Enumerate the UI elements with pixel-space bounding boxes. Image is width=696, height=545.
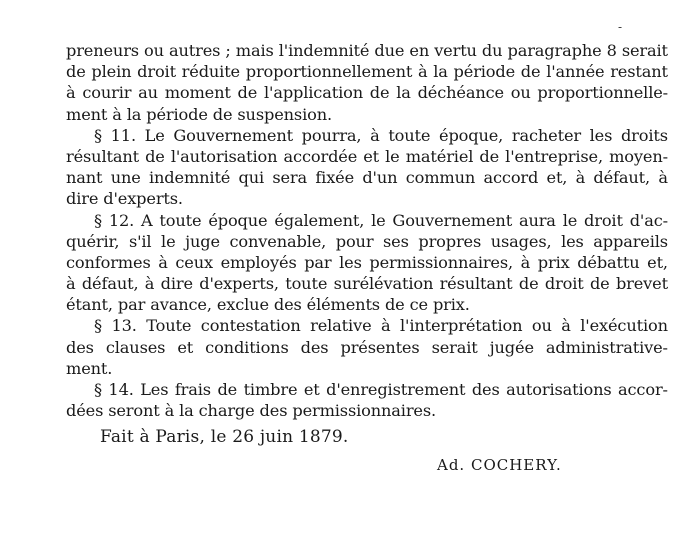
word: toute: [159, 210, 202, 230]
word: relative: [310, 316, 372, 336]
word: commun: [405, 168, 476, 188]
word: les: [339, 252, 362, 272]
word: le: [371, 210, 386, 230]
text-line: ment.: [66, 358, 113, 378]
word: proportionnelle-: [537, 83, 668, 103]
word: courir: [82, 83, 132, 103]
word: dire: [160, 274, 193, 294]
paragraph-section-13: [66, 315, 668, 379]
word: conformes: [66, 252, 151, 272]
word: l'autorisation: [170, 146, 278, 166]
text-line: [66, 61, 668, 82]
word: 13.: [111, 316, 137, 336]
word: autres: [169, 41, 221, 60]
word: l'entreprise,: [505, 146, 603, 166]
word: l'interprétation: [400, 316, 523, 336]
word: clauses: [105, 337, 166, 357]
word: employés: [220, 252, 297, 272]
word: période: [453, 62, 516, 82]
word: à: [66, 83, 76, 103]
text-line: [66, 146, 668, 167]
word: s'il: [128, 231, 152, 251]
word: droit: [544, 274, 584, 294]
word: moyen-: [609, 146, 668, 166]
word: l'année: [546, 62, 605, 82]
word: d'un: [362, 168, 398, 188]
word: frais: [174, 380, 211, 399]
word: à: [561, 316, 571, 336]
word: par: [304, 252, 332, 272]
word: droit: [584, 210, 623, 230]
word: 11.: [110, 125, 136, 145]
word: mais: [235, 41, 274, 60]
word: racheter: [511, 125, 581, 145]
word: des: [471, 380, 500, 399]
word: et: [363, 146, 380, 166]
word: réduite: [181, 62, 240, 82]
word: Gouvernement: [173, 125, 293, 145]
text-line: [66, 252, 668, 273]
word: indemnité: [149, 168, 231, 188]
signature: Ad. COCHERY.: [437, 456, 562, 474]
word: vertu: [434, 41, 477, 60]
word: à: [418, 62, 428, 82]
word: serait: [431, 337, 478, 357]
word: défaut,: [593, 168, 651, 188]
word: aura: [518, 210, 556, 230]
text-line: [66, 337, 668, 358]
word: époque,: [439, 125, 504, 145]
word: à: [144, 274, 155, 294]
word: les: [561, 231, 584, 251]
word: moment: [164, 83, 231, 103]
word: due: [374, 41, 405, 60]
word: une: [110, 168, 141, 188]
word: le: [385, 146, 400, 166]
word: juge: [185, 231, 220, 251]
word: 14.: [108, 380, 134, 399]
word: usages,: [490, 231, 552, 251]
paragraph-continuation: [66, 40, 668, 125]
word: l'indemnité: [278, 41, 370, 60]
text-line: [66, 273, 668, 294]
word: serait: [621, 41, 668, 60]
word: ceux: [175, 252, 213, 272]
word: de: [518, 274, 539, 294]
text-line: étant, par avance, exclue des éléments de ce prix.: [66, 295, 470, 315]
text-line: dées seront à la charge des permissionnaires.: [66, 401, 436, 421]
word: matériel: [405, 146, 474, 166]
paragraph-section-11: [66, 125, 668, 210]
word: de: [66, 62, 86, 82]
word: de: [217, 380, 238, 399]
text-line: [66, 167, 668, 188]
word: la: [396, 83, 411, 103]
text-line: [66, 231, 668, 252]
word: surélévation: [333, 274, 434, 294]
word: présentes: [340, 337, 420, 357]
word: pourra,: [301, 125, 362, 145]
word: l'application: [264, 83, 363, 103]
word: à: [658, 168, 668, 188]
word: le: [562, 210, 578, 230]
word: en: [409, 41, 430, 60]
word: 8: [606, 41, 617, 60]
word: au: [138, 83, 158, 103]
word: à: [158, 252, 168, 272]
word: fixée: [315, 168, 355, 188]
word: à: [381, 316, 391, 336]
word: la: [433, 62, 448, 82]
word: conditions: [205, 337, 289, 357]
text-line: [66, 210, 668, 231]
word: des: [66, 337, 94, 357]
word: timbre: [243, 380, 298, 399]
word: ;: [225, 41, 231, 60]
word: et: [303, 380, 320, 399]
text-line: ment à la période de suspension.: [66, 104, 332, 124]
word: ou: [531, 316, 552, 336]
word: appareils: [593, 231, 668, 251]
word: accordée: [283, 146, 358, 166]
text-line: [66, 82, 668, 103]
word: ou: [144, 41, 164, 60]
word: Le: [144, 125, 165, 145]
word: à: [66, 274, 76, 294]
word: à: [575, 168, 586, 188]
word: prix: [537, 252, 570, 272]
word: §: [94, 316, 102, 336]
word: l'exécution: [580, 316, 668, 336]
word: de: [479, 146, 500, 166]
word: preneurs: [66, 41, 139, 60]
word: de: [369, 83, 390, 103]
word: déchéance: [417, 83, 504, 103]
word: sera: [272, 168, 308, 188]
word: résultant: [66, 146, 139, 166]
word: d'experts,: [199, 274, 279, 294]
word: contestation: [200, 316, 301, 336]
word: Gouvernement: [392, 210, 513, 230]
text-line: dire d'experts.: [66, 189, 183, 209]
word: les: [589, 125, 613, 145]
corner-mark: -: [618, 20, 623, 34]
word: résultant: [439, 274, 513, 294]
word: accor-: [618, 380, 668, 399]
word: brevet: [615, 274, 668, 294]
word: Les: [140, 380, 169, 399]
word: des: [300, 337, 329, 357]
text-line: [66, 315, 668, 336]
word: à: [520, 252, 531, 272]
word: quérir,: [66, 231, 120, 251]
word: défaut,: [81, 274, 139, 294]
word: droits: [620, 125, 668, 145]
word: le: [161, 231, 176, 251]
word: et,: [546, 168, 568, 188]
word: autorisations: [506, 380, 612, 399]
word: A: [141, 210, 153, 230]
text-line: [66, 379, 668, 400]
word: §: [94, 380, 102, 399]
word: débattu: [577, 252, 640, 272]
word: ou: [510, 83, 531, 103]
text-line: [66, 40, 668, 61]
word: restant: [610, 62, 668, 82]
word: également,: [274, 210, 365, 230]
word: proportionnellement: [245, 62, 413, 82]
word: de: [589, 274, 610, 294]
paragraph-section-14: [66, 379, 668, 421]
word: et,: [647, 252, 668, 272]
word: §: [94, 210, 102, 230]
word: toute: [285, 274, 328, 294]
word: d'ac-: [629, 210, 668, 230]
word: époque: [208, 210, 268, 230]
word: de: [237, 83, 258, 103]
date-line: Fait à Paris, le 26 juin 1879.: [100, 427, 349, 447]
word: d'enregistrement: [326, 380, 466, 399]
word: permissionnaires,: [369, 252, 514, 272]
word: plein: [91, 62, 132, 82]
word: propres: [418, 231, 482, 251]
word: de: [520, 62, 541, 82]
word: et: [177, 337, 194, 357]
word: à: [370, 125, 380, 145]
word: administrative-: [545, 337, 668, 357]
word: Toute: [146, 316, 192, 336]
word: droit: [137, 62, 176, 82]
word: de: [145, 146, 165, 166]
word: ses: [383, 231, 409, 251]
word: pour: [335, 231, 374, 251]
word: toute: [388, 125, 431, 145]
paragraph-section-12: [66, 210, 668, 316]
word: nant: [66, 168, 103, 188]
word: 12.: [108, 210, 135, 230]
decree-text: [66, 40, 668, 421]
word: accord: [483, 168, 539, 188]
word: qui: [238, 168, 265, 188]
word: jugée: [489, 337, 534, 357]
word: convenable,: [229, 231, 327, 251]
word: paragraphe: [507, 41, 602, 60]
text-line: [66, 125, 668, 146]
word: §: [94, 125, 102, 145]
word: du: [481, 41, 503, 60]
